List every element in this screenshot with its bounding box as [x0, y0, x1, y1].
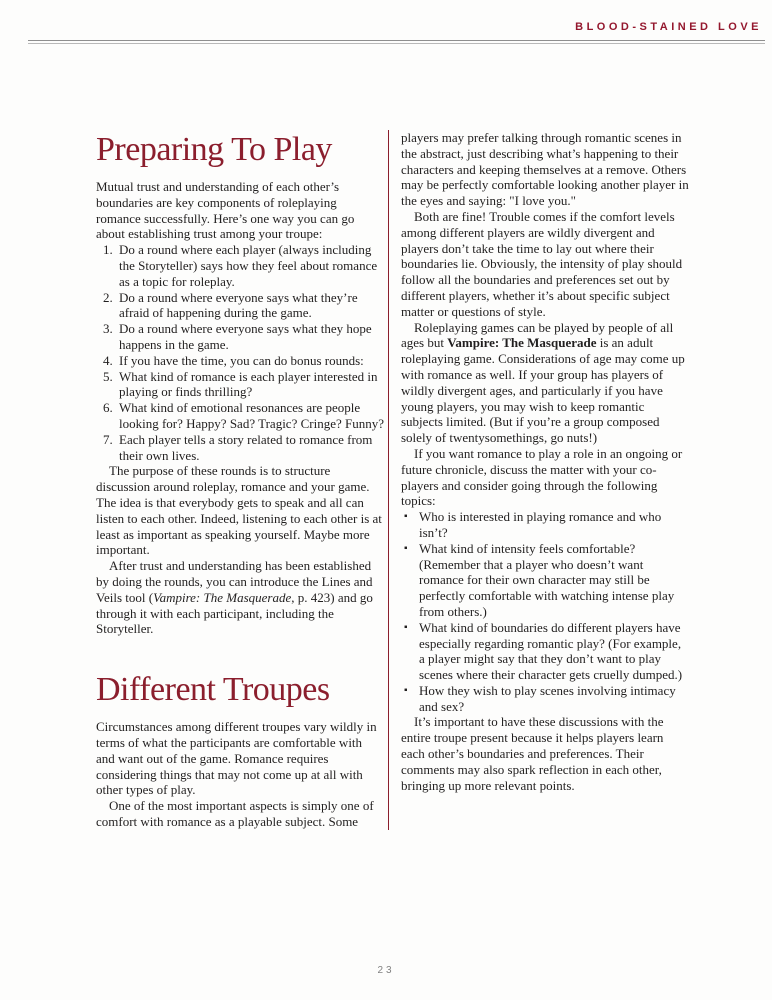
ages-paragraph	[401, 320, 689, 446]
list-item-text: Do a round where everyone says what they hope happens in the game.	[119, 321, 372, 352]
list-item	[96, 290, 384, 322]
ongoing-paragraph: If you want romance to play a role in an ongoing or future chronicle, discuss the matter with your co-players and consider going through the following topics:	[401, 445, 683, 509]
bullet-item	[401, 620, 689, 683]
ages-paragraph-end: is an adult roleplaying game. Considerations of age may come up with romance as well. If your group has players of wildly divergent ages, and particularly if you have young players, you may wish to keep romantic subjects limited. (But if you’re a group composed solely of twentysomethings, go nuts!)	[401, 335, 685, 446]
list-item	[96, 353, 384, 369]
purpose-paragraph: The purpose of these rounds is to structure discussion around roleplay, romance and your game. The idea is that everybody gets to speak and all can listen to each other. Indeed, listening to each other is at least as important as speaking yourself. Maybe more important.	[96, 463, 382, 558]
players-paragraph: players may prefer talking through romantic scenes in the abstract, just describing what’s happening to their characters and keeping themselves at a remove. Others may be perfectly comfortable looking another player in the eyes and saying: "I love you."	[401, 130, 689, 209]
list-item-number: 5.	[103, 368, 113, 384]
list-item-number: 1.	[103, 242, 113, 258]
preparation-steps-list	[96, 242, 384, 463]
left-column	[96, 130, 384, 830]
list-item-number: 7.	[103, 431, 113, 447]
important-discussions-paragraph: It’s important to have these discussions with the entire troupe present because it helps players learn each other’s boundaries and preferences. Their comments may also spark reflection in each other, bringing up more relevant points.	[401, 714, 664, 793]
header-double-rule	[28, 40, 765, 44]
list-item-text: Do a round where each player (always including the Storyteller) says how they feel about romance as a topic for roleplay.	[119, 242, 378, 289]
list-item-number: 3.	[103, 321, 113, 337]
trust-paragraph	[96, 558, 384, 637]
list-item-text: Each player tells a story related to romance from their own lives.	[119, 431, 373, 463]
right-column	[401, 130, 689, 830]
book-title-italic: Vampire: The Masquerade	[153, 589, 292, 605]
footer-page-number: 23	[377, 965, 395, 976]
list-item	[96, 369, 384, 401]
list-item-text: What kind of romance is each player interested in playing or finds thrilling?	[119, 368, 378, 400]
section-heading-different-troupes: Different Troupes	[96, 671, 330, 709]
bullet-item	[401, 683, 689, 715]
list-item-text: If you have the time, you can do bonus rounds:	[119, 352, 364, 368]
bullet-item-text: What kind of intensity feels comfortable? (Remember that a player who doesn’t want romance for their own character may still be perfectly comfortable with watching intense play from others.)	[419, 540, 675, 619]
list-item	[96, 321, 384, 353]
list-item	[96, 242, 384, 289]
running-header-title: BLOOD-STAINED LOVE	[575, 21, 762, 33]
list-item-number: 2.	[103, 289, 113, 305]
square-bullet-icon: ▪	[404, 542, 408, 554]
discussion-topics-list	[401, 509, 689, 714]
section-heading-preparing-to-play: Preparing To Play	[96, 131, 332, 168]
bullet-item	[401, 509, 689, 541]
both-fine-paragraph: Both are fine! Trouble comes if the comfort levels among different players are wildly divergent and players don’t take the time to lay out where their boundaries lie. Obviously, the intensity of play should follow all the boundaries and preferences set out by different players, whether it’s about specific subject matter or questions of style.	[401, 208, 683, 319]
list-item	[96, 400, 384, 432]
column-divider-rule	[388, 130, 389, 830]
circumstances-paragraph: Circumstances among different troupes vary wildly in terms of what the participants are comfortable with and want out of the game. Romance requires considering things that may not come up at all with other types of play.	[96, 719, 377, 798]
square-bullet-icon: ▪	[404, 511, 408, 523]
content-columns	[96, 130, 690, 830]
book-title-bold: Vampire: The Masquerade	[447, 335, 597, 351]
bullet-item-text: What kind of boundaries do different players have especially regarding romantic play? (For example, a player might say that they don’t want to play scenes where their character gets cruelly dumped.)	[419, 619, 683, 683]
trust-paragraph-end: , p. 423) and go through it with each participant, including the Storyteller.	[96, 589, 373, 637]
square-bullet-icon: ▪	[404, 621, 408, 633]
ages-paragraph-start: Roleplaying games can be played by people of all ages but	[401, 319, 674, 351]
list-item-number: 4.	[103, 352, 113, 368]
list-item-text: What kind of emotional resonances are people looking for? Happy? Sad? Tragic? Cringe? Funny?	[119, 400, 385, 431]
bullet-item	[401, 541, 689, 620]
list-item-text: Do a round where everyone says what they’re afraid of happening during the game.	[119, 289, 358, 321]
trust-paragraph-start: After trust and understanding has been established by doing the rounds, you can introduce the Lines and Veils tool (	[96, 558, 373, 605]
bullet-item-text: How they wish to play scenes involving intimacy and sex?	[419, 682, 676, 714]
intro-paragraph: Mutual trust and understanding of each other’s boundaries are key components of roleplaying romance successfully. Here’s one way you can go about establishing trust among your troupe:	[96, 179, 355, 242]
comfort-paragraph: One of the most important aspects is simply one of comfort with romance as a playable subject. Some	[96, 798, 374, 829]
square-bullet-icon: ▪	[404, 684, 408, 696]
list-item-number: 6.	[103, 400, 113, 416]
list-item	[96, 432, 384, 464]
bullet-item-text: Who is interested in playing romance and who isn’t?	[419, 509, 662, 540]
